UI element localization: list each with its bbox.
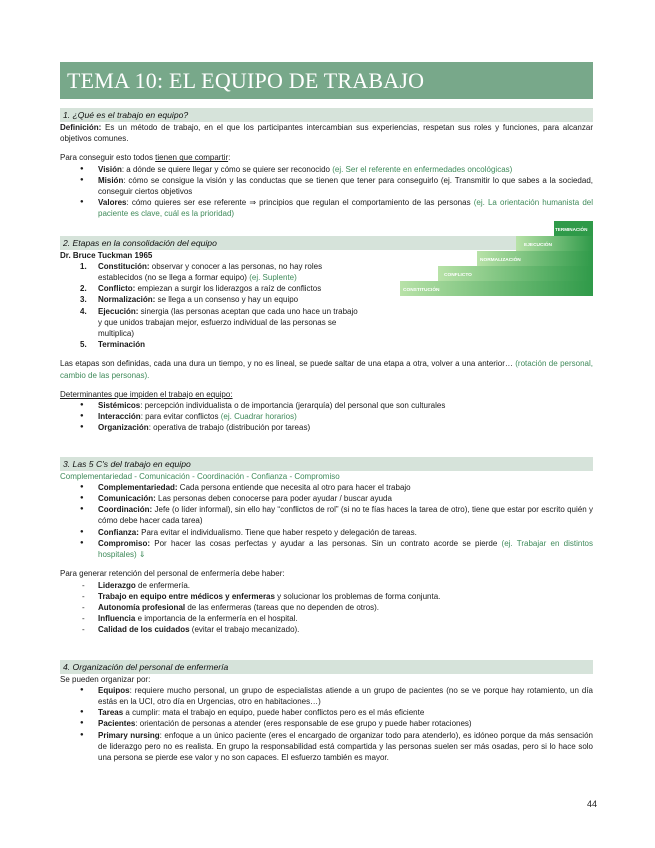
stage-term: Constitución:: [98, 261, 150, 271]
item-text: : orientación de personas a atender (eres responsable de ese grupo y puede haber rotaciones): [135, 719, 472, 729]
retention-list: [60, 580, 593, 636]
item-text: Cada persona entiende que necesita al otro para hacer el trabajo: [177, 482, 411, 492]
stages-note: [60, 358, 593, 380]
note-example: (rotación de personal, cambio de las personas).: [60, 359, 593, 380]
stage-number: 1.: [80, 261, 87, 271]
item-term: Tareas: [98, 708, 124, 718]
list-item: [60, 411, 593, 422]
list-item: [60, 197, 593, 219]
item-text: de las enfermeras (tareas que no dependen de otros).: [185, 602, 380, 612]
organization-list: [60, 685, 593, 763]
stair-label-4: EJECUCIÓN: [524, 243, 552, 248]
item-text: de enfermería.: [135, 580, 191, 590]
list-item: [60, 422, 593, 433]
list-item: [60, 493, 593, 504]
item-text: e importancia de la enfermería en el hospital.: [135, 614, 298, 624]
stair-label-5: TERMINACIÓN: [555, 227, 588, 232]
share-underlined: tienen que compartir: [155, 153, 229, 163]
item-text: Para evitar el individualismo. Tiene que haber respeto y delegación de tareas.: [138, 527, 417, 537]
stage-term: Normalización:: [98, 295, 156, 305]
list-item: [60, 707, 593, 718]
tuckman-stairs-diagram: [400, 221, 593, 296]
list-item: [60, 261, 360, 283]
definition-paragraph: [60, 122, 593, 144]
item-example: (ej. Cuadrar horarios): [220, 412, 297, 422]
section-3-heading: 3. Las 5 C's del trabajo en equipo: [60, 457, 593, 471]
item-term: Complementariedad:: [98, 482, 178, 492]
stage-text: empiezan a surgir los liderazgos a raíz de conflictos: [135, 284, 322, 294]
item-term: Comunicación:: [98, 494, 156, 504]
stair-label-1: CONSTITUCIÓN: [403, 288, 440, 293]
share-intro-text: Para conseguir esto todos: [60, 153, 156, 163]
stage-number: 2.: [80, 284, 87, 294]
item-example: (ej. La orientación humanista del paciente es clave, cuál es la prioridad): [98, 198, 594, 219]
stage-text: observar y conocer a las personas, no hay roles establecidos (no se llega a formar equipo): [98, 261, 323, 283]
item-text: Jefe (o líder informal), sin ello hay “conflictos de rol” (si no te fías haces la tarea de otro), tiene que estar por escrito quién y cómo debe hacer cada tarea): [98, 505, 593, 526]
item-term: Compromiso:: [98, 538, 150, 548]
item-text: y solucionar los problemas de forma conjunta.: [274, 591, 441, 601]
item-term: Pacientes: [98, 719, 136, 729]
item-text: : operativa de trabajo (distribución por tareas): [148, 423, 311, 433]
stage-number: 3.: [80, 295, 87, 305]
stage-term: Terminación: [98, 340, 145, 350]
list-item: [60, 718, 593, 729]
determinants-heading: [60, 389, 593, 400]
list-item: [60, 306, 360, 340]
share-colon: :: [228, 153, 231, 163]
page-number: 44: [586, 799, 597, 809]
list-item: [60, 613, 593, 624]
list-item: [60, 400, 593, 411]
item-text: : para evitar conflictos: [140, 412, 221, 422]
item-term: Misión: [98, 175, 124, 185]
determinants-title: Determinantes que impiden el trabajo en equipo:: [60, 389, 233, 399]
stair-label-2: CONFLICTO: [444, 273, 472, 278]
item-term: Coordinación:: [98, 505, 153, 515]
author-name: Dr. Bruce Tuckman 1965: [60, 250, 153, 260]
share-intro: [60, 152, 593, 163]
retention-intro: Para generar retención del personal de enfermería debe haber:: [60, 569, 285, 579]
stage-number: 4.: [80, 306, 87, 316]
item-term: Liderazgo: [98, 580, 136, 590]
list-item: [60, 730, 593, 764]
list-item: [60, 602, 593, 613]
list-item: [60, 504, 593, 526]
list-item: [60, 624, 593, 635]
item-text: : requiere mucho personal, un grupo de especialistas atiende a un grupo de pacientes (no se ve porque hay rotamiento, un día estás en la UCI, otro día en Urgencias, otro en habitaciones…): [98, 685, 593, 706]
share-list: [60, 164, 593, 220]
list-item: [60, 685, 593, 707]
section-1-heading: 1. ¿Qué es el trabajo en equipo?: [60, 108, 593, 122]
item-term: Interacción: [98, 412, 141, 422]
list-item: [60, 527, 593, 538]
item-text: : cómo quieres ser ese referente ⇒ principios que regulan el comportamiento de las personas: [126, 198, 474, 208]
stage-text: se llega a un consenso y hay un equipo: [155, 295, 299, 305]
list-item: [60, 283, 360, 294]
item-term: Autonomía profesional: [98, 602, 186, 612]
list-item: [60, 580, 593, 591]
item-term: Valores: [98, 198, 127, 208]
stage-number: 5.: [80, 340, 87, 350]
list-item: [60, 482, 593, 493]
item-term: Visión: [98, 164, 122, 174]
item-term: Sistémicos: [98, 401, 141, 411]
item-text: : a dónde se quiere llegar y cómo se quiere ser reconocido: [121, 164, 333, 174]
item-term: Primary nursing: [98, 730, 160, 740]
list-item: [60, 339, 360, 350]
item-example: (ej. Ser el referente en enfermedades oncológicas): [332, 164, 513, 174]
item-term: Calidad de los cuidados: [98, 625, 190, 635]
list-item: [60, 538, 593, 560]
stage-term: Conflicto:: [98, 284, 136, 294]
determinants-list: [60, 400, 593, 434]
item-text: Las personas deben conocerse para poder ayudar / buscar ayuda: [155, 494, 392, 504]
item-text: : enfoque a un único paciente (eres el encargado de organizar todo para atenderlo), es idóneo porque da más sensación de liderazgo pero no es realista. En grupo la responsabilidad está compartida y las personas suelen ser más osadas, pero si lo hace solo una persona se pierde ese valor y no son capaces. El esfuerzo también es mayor.: [98, 730, 593, 762]
stage-term: Ejecución:: [98, 306, 139, 316]
stage-example: (ej. Suplente): [249, 273, 297, 283]
item-text: : cómo se consigue la visión y las conductas que se tienen que tener para conseguirlo (ej. Transmitir lo que sabes a la sociedad, conseguir ciertos objetivos: [98, 175, 593, 197]
definition-text: Es un método de trabajo, en el que los participantes intercambian sus experiencias, respetan sus roles y funciones, para alcanzar objetivos comunes.: [60, 123, 593, 144]
organization-intro: Se pueden organizar por:: [60, 674, 151, 684]
stage-text: sinergia (las personas aceptan que cada uno hace un trabajo y que unidos trabajan mejor, esfuerzo individual de las personas se multiplica): [98, 306, 358, 339]
definition-label: Definición:: [60, 123, 102, 132]
list-item: [60, 164, 593, 175]
item-term: Trabajo en equipo entre médicos y enfermeras: [98, 591, 275, 601]
item-text: a cumplir: mata el trabajo en equipo, puede haber conflictos pero es el más eficiente: [123, 708, 425, 718]
item-term: Confianza:: [98, 527, 139, 537]
section-2-heading: 2. Etapas en la consolidación del equipo: [60, 236, 593, 250]
note-text: Las etapas son definidas, cada una dura un tiempo, y no es lineal, se puede saltar de una etapa a otra, volver a una anterior…: [60, 359, 516, 369]
document-page: [60, 62, 593, 763]
list-item: [60, 175, 593, 197]
item-text: Por hacer las cosas perfectas y ayudar a las personas. Sin un contrato acorde se pierde: [150, 538, 502, 548]
item-text: : percepción individualista o de importancia (jerarquía) del personal que son culturales: [140, 401, 446, 411]
item-term: Influencia: [98, 614, 136, 624]
five-cs-list: [60, 482, 593, 560]
stair-label-3: NORMALIZACIÓN: [480, 258, 521, 263]
list-item: [60, 294, 360, 305]
list-item: [60, 591, 593, 602]
stages-list: [60, 261, 360, 351]
section-4-heading: 4. Organización del personal de enfermería: [60, 660, 593, 674]
five-cs-subtitle: Complementariedad - Comunicación - Coordinación - Confianza - Compromiso: [60, 471, 340, 481]
item-example: (ej. Trabajar en distintos hospitales) ⇓: [98, 538, 594, 560]
item-term: Equipos: [98, 685, 130, 695]
page-title: TEMA 10: EL EQUIPO DE TRABAJO: [60, 62, 593, 99]
item-term: Organización: [98, 423, 149, 433]
item-text: (evitar el trabajo mecanizado).: [189, 625, 300, 635]
